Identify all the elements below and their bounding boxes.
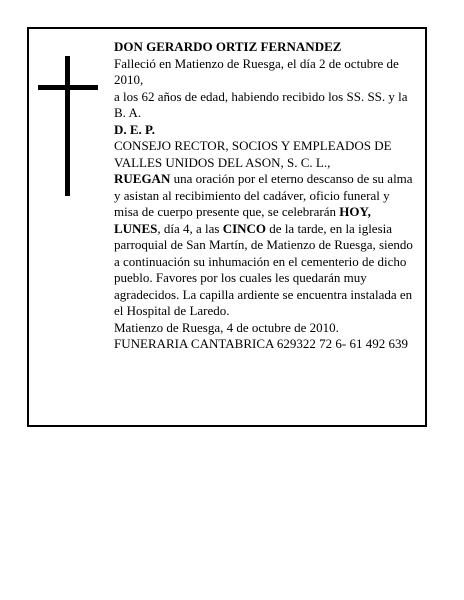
funeral-home-line: FUNERARIA CANTABRICA 629322 72 6- 61 492 639: [114, 336, 409, 351]
request-word: RUEGAN: [114, 171, 171, 186]
place-date-line: Matienzo de Ruesga, 4 de octubre de 2010.: [114, 319, 339, 335]
hour-word: CINCO: [222, 220, 267, 236]
mourners-line: CONSEJO RECTOR, SOCIOS Y EMPLEADOS DE VALLES UNIDOS DEL ASON, S. C. L.,: [114, 138, 392, 170]
cross-vertical-bar: [65, 56, 70, 196]
dep-line: D. E. P.: [114, 121, 156, 137]
notice-body: [114, 39, 414, 353]
day-word: HOY, LUNES: [114, 204, 371, 236]
age-line: a los 62 años de edad, habiendo recibido los SS. SS. y la B. A.: [114, 88, 408, 120]
cross-icon: [38, 56, 98, 196]
request-paragraph: [114, 171, 414, 320]
death-line: Falleció en Matienzo de Ruesga, el día 2 de octubre de 2010,: [114, 55, 399, 87]
request-text-1: una oración por el eterno descanso de su alma y asistan al recibimiento del cadáver, oficio funeral y misa de cuerpo presente que, se celebrarán: [114, 171, 413, 219]
request-text-2: , día 4, a las: [157, 220, 223, 236]
cross-horizontal-bar: [38, 85, 98, 90]
request-text-3: de la tarde, en la iglesia parroquial de San Martín, de Matienzo de Ruesga, siendo a continuación su inhumación en el cementerio de dicho pueblo. Favores por los cuales les quedarán muy agradecidos. La capilla ardiente se encuentra instalada en el Hospital de Laredo.: [114, 220, 413, 318]
deceased-name: DON GERARDO ORTIZ FERNANDEZ: [114, 39, 342, 54]
